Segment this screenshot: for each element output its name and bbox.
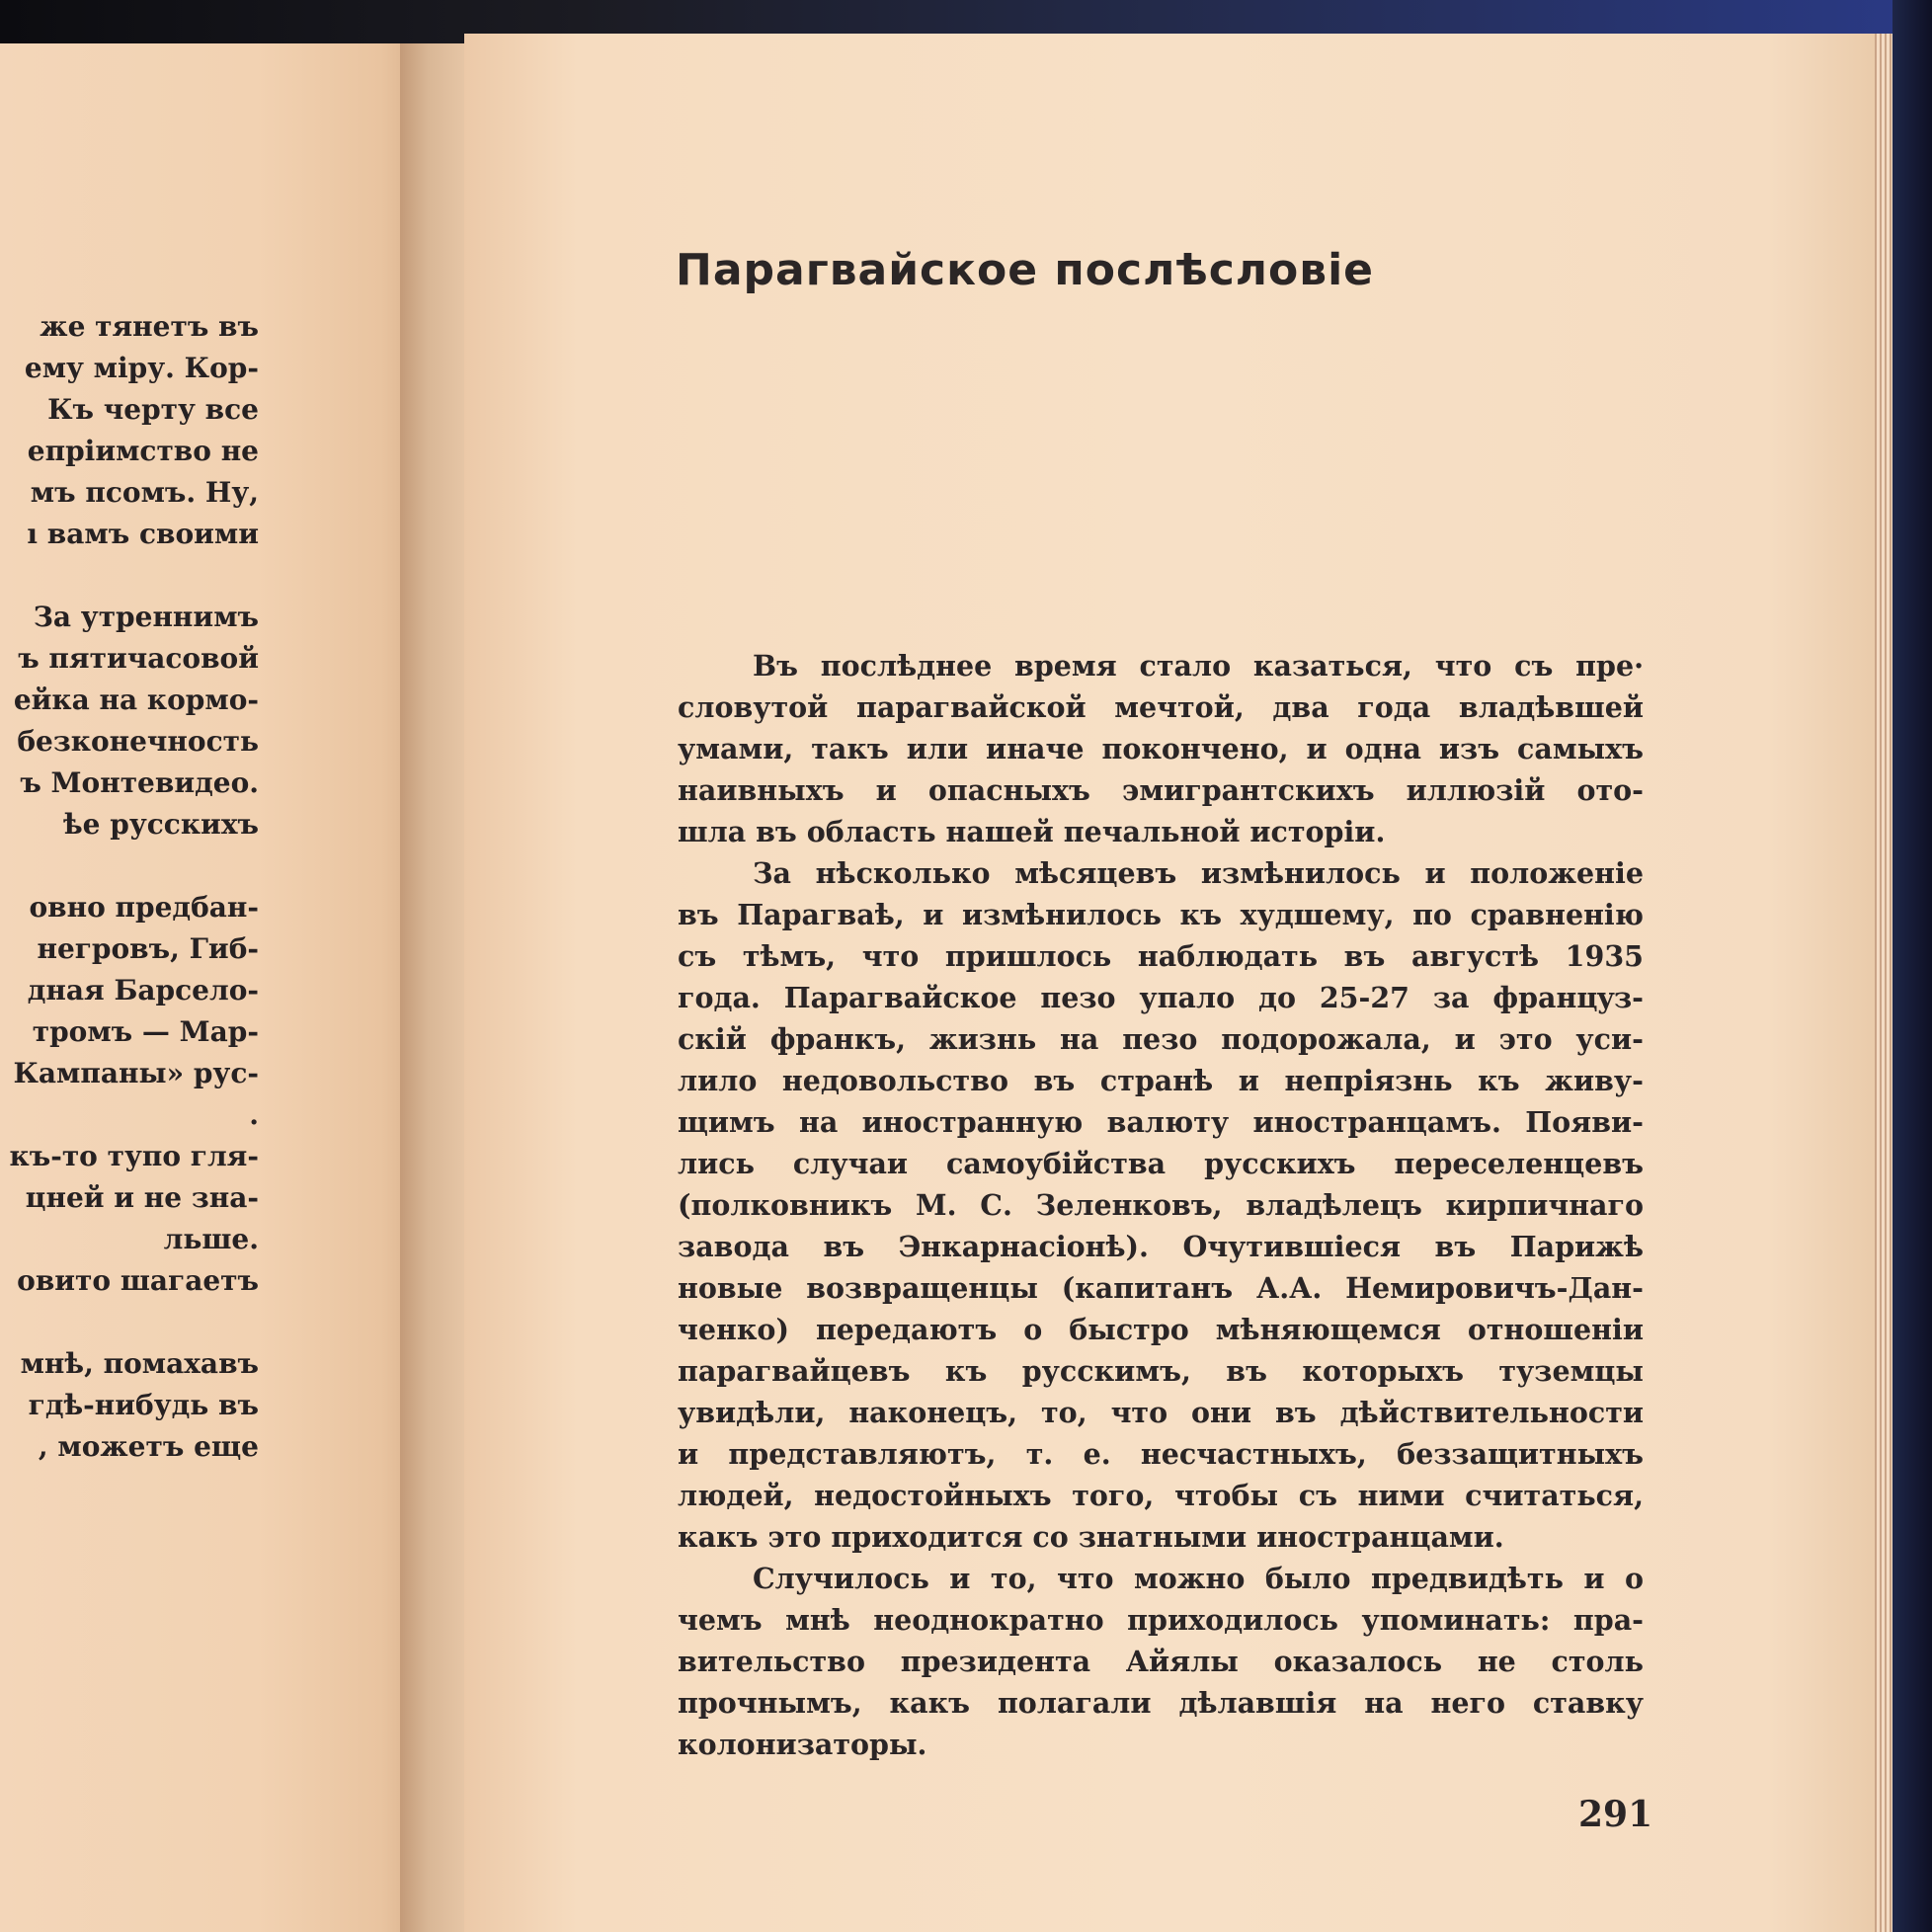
text-line: новые возвращенцы (капитанъ А.А. Немировичъ-Дан- xyxy=(678,1271,1644,1305)
text-line: прочнымъ, какъ полагали дѣлавшія на него ставку xyxy=(678,1686,1644,1720)
left-line: къ-то тупо гля- xyxy=(9,1140,259,1172)
left-line: же тянетъ въ xyxy=(40,310,259,343)
text-line: словутой парагвайской мечтой, два года владѣвшей xyxy=(678,690,1644,724)
text-line: (полковникъ М. С. Зеленковъ, владѣлецъ кирпичнаго xyxy=(678,1188,1644,1222)
text-line: За нѣсколько мѣсяцевъ измѣнилось и положеніе xyxy=(753,856,1644,890)
left-line: льше. xyxy=(163,1223,259,1255)
left-line: тромъ — Мар- xyxy=(32,1015,259,1048)
left-line: , можетъ еще xyxy=(38,1430,259,1463)
text-line: шла въ область нашей печальной исторіи. xyxy=(678,815,1386,848)
page-number: 291 xyxy=(1578,1794,1653,1835)
left-line: безконечность xyxy=(17,725,259,758)
left-line: ъ пятичасовой xyxy=(18,642,259,675)
left-page-text xyxy=(0,306,259,1468)
text-line: увидѣли, наконецъ, то, что они въ дѣйствительности xyxy=(678,1396,1644,1429)
left-line: негровъ, Гиб- xyxy=(37,932,259,965)
chapter-title: Парагвайское послѣсловіе xyxy=(676,245,1375,295)
text-line: завода въ Энкарнасіонѣ). Очутившіеся въ Парижѣ xyxy=(678,1230,1644,1263)
text-line: чемъ мнѣ неоднократно приходилось упоминать: пра- xyxy=(678,1603,1644,1637)
left-line: дная Барсело- xyxy=(27,974,259,1006)
text-line: людей, недостойныхъ того, чтобы съ ними считаться, xyxy=(678,1479,1644,1512)
left-line: мъ псомъ. Ну, xyxy=(30,476,259,509)
left-line: овно предбан- xyxy=(29,891,259,924)
page-edges xyxy=(1875,34,1892,1932)
right-page-text xyxy=(678,645,1644,1765)
left-line: ему міру. Кор- xyxy=(24,352,259,384)
text-line: наивныхъ и опасныхъ эмигрантскихъ иллюзій ото- xyxy=(678,773,1644,807)
left-line: мнѣ, помахавъ xyxy=(20,1347,259,1380)
left-line: ейка на кормо- xyxy=(13,684,259,716)
left-line: За утреннимъ xyxy=(33,601,259,633)
left-line: ъ Монтевидео. xyxy=(20,766,259,799)
text-line: года. Парагвайское пезо упало до 25-27 за францyз- xyxy=(678,981,1644,1014)
left-line: ı вамъ своими xyxy=(27,518,259,550)
left-line: . xyxy=(249,1098,259,1131)
left-page xyxy=(0,43,464,1932)
text-line: и представляютъ, т. е. несчастныхъ, беззащитныхъ xyxy=(678,1437,1644,1471)
left-line xyxy=(0,555,259,597)
left-line xyxy=(0,1302,259,1343)
text-line: вительство президента Айялы оказалось не столь xyxy=(678,1645,1644,1678)
left-line: ѣе русскихъ xyxy=(62,808,259,841)
text-line: скій франкъ, жизнь на пезо подорожала, и это уси- xyxy=(678,1022,1644,1056)
text-line: лись случаи самоубійства русскихъ переселенцевъ xyxy=(678,1147,1644,1180)
book-cover-edge xyxy=(1892,0,1932,1932)
text-line: парагвайцевъ къ русскимъ, въ которыхъ туземцы xyxy=(678,1354,1644,1388)
left-line: Кампаны» рус- xyxy=(13,1057,259,1089)
left-line: цней и не зна- xyxy=(25,1181,259,1214)
text-line: умами, такъ или иначе покончено, и одна изъ самыхъ xyxy=(678,732,1644,765)
left-line: гдѣ-нибудь въ xyxy=(28,1389,259,1421)
text-line: съ тѣмъ, что пришлось наблюдать въ августѣ 1935 xyxy=(678,939,1644,973)
left-line: епріимство не xyxy=(27,435,259,467)
left-line xyxy=(0,845,259,887)
text-line: какъ это приходится со знатными иностранцами. xyxy=(678,1520,1504,1554)
left-line: овито шагаетъ xyxy=(17,1264,259,1297)
text-line: Въ послѣднее время стало казаться, что съ пре· xyxy=(753,649,1644,683)
text-line: въ Парагваѣ, и измѣнилось къ худшему, по сравненію xyxy=(678,898,1644,931)
text-line: колонизаторы. xyxy=(678,1728,927,1761)
text-line: ченко) передаютъ о быстро мѣняющемся отношеніи xyxy=(678,1313,1644,1346)
text-line: лило недовольство въ странѣ и непріязнь къ живу- xyxy=(678,1064,1644,1097)
text-line: Случилось и то, что можно было предвидѣть и о xyxy=(753,1562,1644,1595)
left-line: Къ черту все xyxy=(47,393,259,426)
text-line: щимъ на иностранную валюту иностранцамъ. Появи- xyxy=(678,1105,1644,1139)
